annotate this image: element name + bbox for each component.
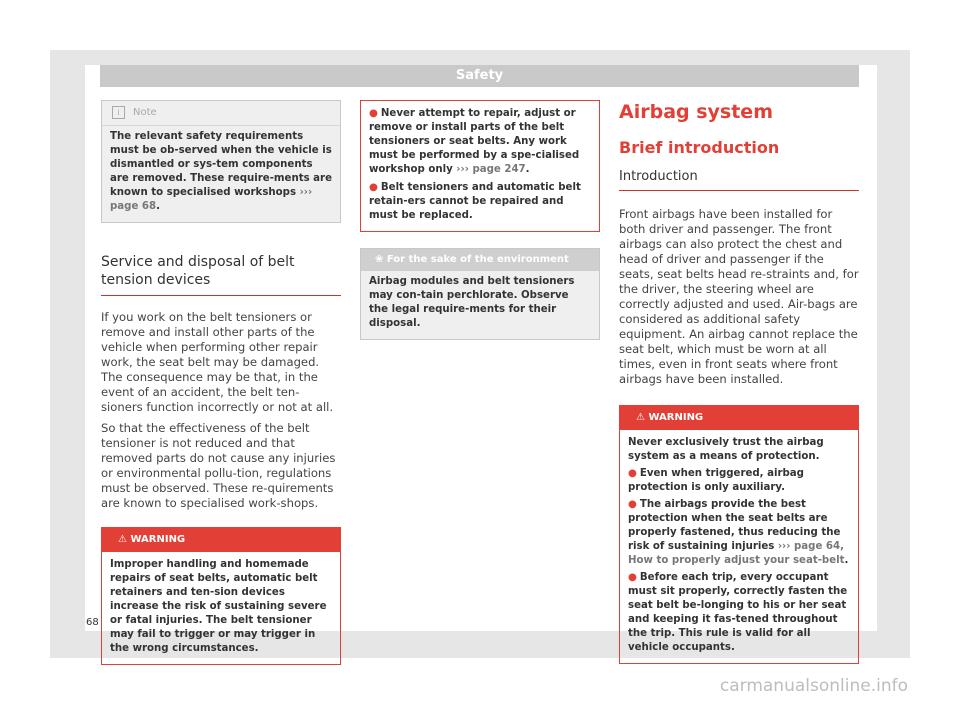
bullet-icon: ●	[628, 499, 637, 510]
bullet-icon: ●	[628, 468, 637, 479]
airbag-warning-text	[620, 430, 858, 663]
environment-icon: ❀	[375, 254, 387, 265]
bullet-item: ● Never attempt to repair, adjust or remove or install parts of the belt tensioners or seat belts. Any work must be performed by a spe-cialised workshop only ››› page 247.	[369, 108, 580, 175]
watermark: carmanualsonline.info	[719, 676, 908, 696]
note-end: .	[156, 201, 160, 212]
environment-header	[361, 249, 599, 271]
environment-box	[360, 248, 600, 340]
warning-lead: Never exclusively trust the airbag system as a means of protection.	[628, 437, 824, 462]
bullet-page-link[interactable]: ››› page 64, How to properly adjust your seat-belt	[628, 541, 845, 566]
warning-bullets	[361, 101, 599, 231]
environment-text: Airbag modules and belt tensioners may con-tain perchlorate. Observe the legal require-ments for their disposal.	[369, 276, 575, 329]
warning-icon: ⚠	[636, 412, 649, 423]
info-icon: i	[112, 106, 125, 119]
note-text-block	[102, 125, 340, 222]
bullet-icon: ●	[369, 182, 378, 193]
warning-header	[102, 528, 340, 552]
warning-box	[101, 527, 341, 665]
note-box	[101, 100, 341, 223]
bullet-item: ● Even when triggered, airbag protection is only auxiliary.	[628, 468, 804, 493]
chapter-title: Airbag system	[619, 101, 773, 123]
airbag-warning-box	[619, 405, 859, 664]
warning-icon: ⚠	[118, 534, 131, 545]
intro-paragraph: Front airbags have been installed for both driver and passenger. The front airbags can also protect the chest and head of driver and passenger if the seats, seat belts head re-straints and, for the driver, the steering wheel are correctly adjusted and used. Air-bags are considered as additional safety equipment. An airbag cannot replace the seat belt, which must be worn at all times, even in front seats where front airbags have been installed.	[619, 207, 859, 386]
bullet-item: ● Before each trip, every occupant must sit properly, correctly fasten the seat belt be-longing to his or her seat and keeping it fas-tened throughout the trip. This rule is valid for all vehicle occupants.	[628, 572, 848, 653]
warning-label: WARNING	[648, 412, 704, 423]
page-number: 68	[86, 617, 99, 628]
note-text: The relevant safety requirements must be ob-served when the vehicle is dismantled or sys-tem components are removed. These require-ments are known to specialised workshops	[110, 131, 332, 198]
note-label: Note	[133, 107, 157, 118]
warning-box-continued	[360, 100, 600, 232]
intro-heading: Introduction	[619, 168, 859, 191]
page-header: Safety	[100, 65, 859, 87]
warning-label: WARNING	[130, 534, 186, 545]
warning-header	[620, 406, 858, 430]
bullet-item: ● Belt tensioners and automatic belt retain-ers cannot be repaired and must be replaced.	[369, 182, 581, 221]
bullet-item: ● The airbags provide the best protection when the seat belts are properly fastened, thus reducing the risk of sustaining injuries ››› page 64, How to properly adjust your seat-belt.	[628, 499, 849, 566]
bullet-icon: ●	[369, 108, 378, 119]
note-page-link[interactable]: ››› page 68	[110, 187, 313, 212]
warning-text: Improper handling and homemade repairs of seat belts, automatic belt retainers and ten-sion devices increase the risk of sustaining severe or fatal injuries. The belt tensioner may fail to trigger or may trigger in the wrong circumstances.	[110, 559, 327, 654]
environment-label: For the sake of the environment	[386, 254, 569, 265]
bullet-page-link[interactable]: ››› page 247	[456, 164, 526, 175]
section-title: Service and disposal of belt tension devices	[101, 253, 341, 296]
chapter-subtitle: Brief introduction	[619, 138, 780, 157]
column-middle	[360, 100, 600, 340]
column-right	[619, 100, 859, 664]
paragraph-1: If you work on the belt tensioners or remove and install other parts of the vehicle when performing other repair work, the seat belt may be damaged. The consequence may be that, in the event of an accident, the belt ten-sioners function incorrectly or not at all.	[101, 310, 334, 414]
note-header	[102, 101, 340, 125]
paragraph-2: So that the effectiveness of the belt tensioner is not reduced and that removed parts do not cause any injuries or environmental pollu-tion, regulations must be observed. These re-quirements are known to specialised work-shops.	[101, 421, 336, 510]
bullet-icon: ●	[628, 572, 637, 583]
column-left	[101, 100, 341, 665]
